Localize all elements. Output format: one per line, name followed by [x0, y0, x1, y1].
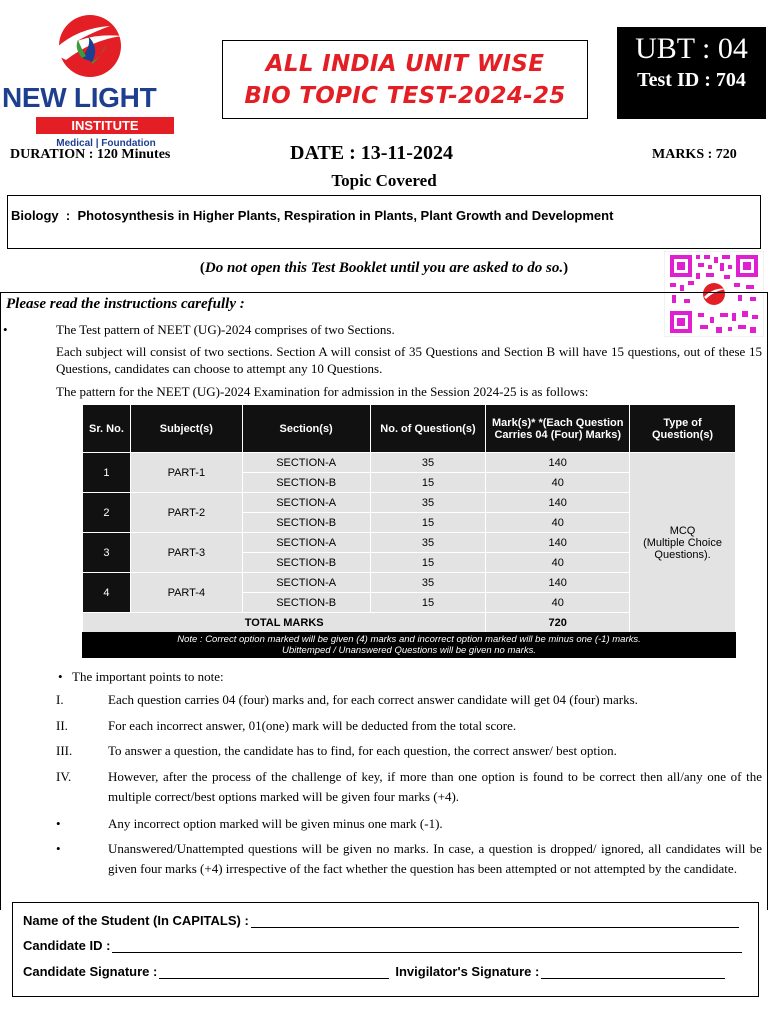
marks-cell: 140: [486, 493, 630, 513]
logo-name: NEW LIGHT: [2, 82, 157, 113]
table-header: No. of Question(s): [370, 405, 486, 453]
section-cell: SECTION-A: [242, 453, 370, 473]
marks-cell: 40: [486, 473, 630, 493]
total-marks-label: TOTAL MARKS: [83, 613, 486, 633]
section-cell: SECTION-B: [242, 473, 370, 493]
marks-cell: 140: [486, 573, 630, 593]
questions-cell: 35: [370, 533, 486, 553]
student-name-field[interactable]: [251, 914, 739, 928]
point-text: Unanswered/Unattempted questions will be given no marks. In case, a question is dropped/ ignored, all candidates will be given four marks (+4) irrespective of the fact whether the question has been attempted or not attempted by the candidate.: [108, 841, 762, 876]
points-bullet: •: [58, 669, 63, 684]
point-text: However, after the process of the challenge of key, if more than one option is found to be correct then all/any one of the multiple correct/best options marked will be given four marks (+4).: [108, 769, 762, 804]
question-type-line-2: (Multiple Choice: [643, 536, 722, 549]
logo-emblem-icon: [52, 14, 124, 82]
subject-cell: PART-2: [130, 493, 242, 533]
questions-cell: 15: [370, 513, 486, 533]
sr-no-cell: 3: [83, 533, 131, 573]
student-details-box: [12, 902, 759, 997]
section-cell: SECTION-A: [242, 493, 370, 513]
marks-cell: 140: [486, 533, 630, 553]
question-type-line-3: Questions).: [654, 548, 711, 561]
points-intro: The important points to note:: [72, 669, 224, 684]
ubt-code: UBT : 04: [635, 32, 748, 65]
question-type-line-1: MCQ: [669, 524, 696, 537]
table-header-row: [83, 405, 736, 453]
logo-tagline: Medical | Foundation: [56, 138, 156, 149]
candidate-id-row: [23, 938, 742, 953]
point-marker: IV.: [56, 769, 72, 784]
table-note-line-1: Note : Correct option marked will be given (4) marks and incorrect option marked will be minus one (-1) marks.: [177, 634, 641, 645]
sr-no-cell: 2: [83, 493, 131, 533]
candidate-signature-field[interactable]: [159, 965, 389, 979]
instructions-title: Please read the instructions carefully :: [6, 296, 245, 312]
test-title-line-2: BIO TOPIC TEST-2024-25: [244, 83, 566, 109]
marks-cell: 140: [486, 453, 630, 473]
point-text: Each question carries 04 (four) marks and, for each correct answer candidate will get 04 (four) marks.: [108, 692, 638, 707]
table-header: Subject(s): [130, 405, 242, 453]
section-cell: SECTION-B: [242, 513, 370, 533]
date-label: DATE : 13-11-2024: [290, 142, 453, 164]
point-marker: •: [56, 816, 61, 831]
exam-pattern-table: [82, 404, 736, 633]
topic-heading: Topic Covered: [331, 171, 437, 190]
notice-close-paren: ): [563, 260, 569, 276]
questions-cell: 15: [370, 593, 486, 613]
candidate-id-field[interactable]: [112, 939, 742, 953]
institute-logo: [2, 14, 180, 149]
booklet-notice: [0, 260, 768, 277]
questions-cell: 35: [370, 573, 486, 593]
table-row: [83, 453, 736, 473]
marks-cell: 40: [486, 553, 630, 573]
subject-cell: PART-4: [130, 573, 242, 613]
point-marker: II.: [56, 718, 68, 733]
invigilator-signature-field[interactable]: [541, 965, 725, 979]
topic-box: [7, 195, 761, 249]
section-cell: SECTION-B: [242, 553, 370, 573]
marks-cell: 40: [486, 513, 630, 533]
table-note-line-2: Ubittemped / Unanswered Questions will be given no marks.: [282, 645, 536, 656]
table-header: Type of Question(s): [630, 405, 736, 453]
signature-row: [23, 964, 725, 979]
marks-cell: 40: [486, 593, 630, 613]
point-text: For each incorrect answer, 01(one) mark will be deducted from the total score.: [108, 718, 517, 733]
point-marker: •: [56, 841, 61, 856]
table-header: Section(s): [242, 405, 370, 453]
table-header: Mark(s)* *(Each Question Carries 04 (Four) Marks): [486, 405, 630, 453]
section-cell: SECTION-A: [242, 533, 370, 553]
topic-content: Biology : Photosynthesis in Higher Plants, Respiration in Plants, Plant Growth and Development: [11, 208, 614, 223]
questions-cell: 15: [370, 553, 486, 573]
instructions-p2: Each subject will consist of two sections. Section A will consist of 35 Questions and Section B will have 15 questions, out of these 15 Questions, candidates can choose to attempt any 10 Questions.: [56, 344, 762, 376]
candidate-signature-label: Candidate Signature :: [23, 964, 158, 979]
table-note: [82, 632, 736, 658]
subject-cell: PART-3: [130, 533, 242, 573]
sr-no-cell: 4: [83, 573, 131, 613]
point-text: Any incorrect option marked will be given minus one mark (-1).: [108, 816, 443, 831]
ubt-badge: [617, 27, 766, 119]
notice-open-paren: (: [199, 260, 205, 276]
student-name-label: Name of the Student (In CAPITALS) :: [23, 913, 249, 928]
marks-label: MARKS : 720: [652, 147, 737, 162]
instructions-p1: The Test pattern of NEET (UG)-2024 comprises of two Sections.: [56, 322, 395, 337]
candidate-id-label: Candidate ID :: [23, 938, 111, 953]
notice-text: Do not open this Test Booklet until you are asked to do so.: [204, 260, 564, 276]
sr-no-cell: 1: [83, 453, 131, 493]
point-marker: I.: [56, 692, 64, 707]
duration-label: DURATION : 120 Minutes: [10, 147, 171, 162]
questions-cell: 15: [370, 473, 486, 493]
question-type-cell: [630, 453, 736, 633]
section-cell: SECTION-B: [242, 593, 370, 613]
table-header: Sr. No.: [83, 405, 131, 453]
student-name-row: [23, 913, 739, 928]
subject-cell: PART-1: [130, 453, 242, 493]
test-id: Test ID : 704: [637, 69, 746, 91]
logo-institute-band: INSTITUTE: [36, 117, 174, 134]
instructions-p3: The pattern for the NEET (UG)-2024 Examination for admission in the Session 2024-25 is as follows:: [56, 384, 589, 399]
point-text: To answer a question, the candidate has to find, for each question, the correct answer/ best option.: [108, 743, 617, 758]
test-title-box: [222, 40, 588, 119]
section-cell: SECTION-A: [242, 573, 370, 593]
point-marker: III.: [56, 743, 73, 758]
questions-cell: 35: [370, 493, 486, 513]
instructions-bullet: •: [3, 322, 8, 337]
total-marks-value: 720: [486, 613, 630, 633]
test-title-line-1: ALL INDIA UNIT WISE: [265, 51, 545, 77]
questions-cell: 35: [370, 453, 486, 473]
invigilator-signature-label: Invigilator's Signature :: [395, 964, 540, 979]
